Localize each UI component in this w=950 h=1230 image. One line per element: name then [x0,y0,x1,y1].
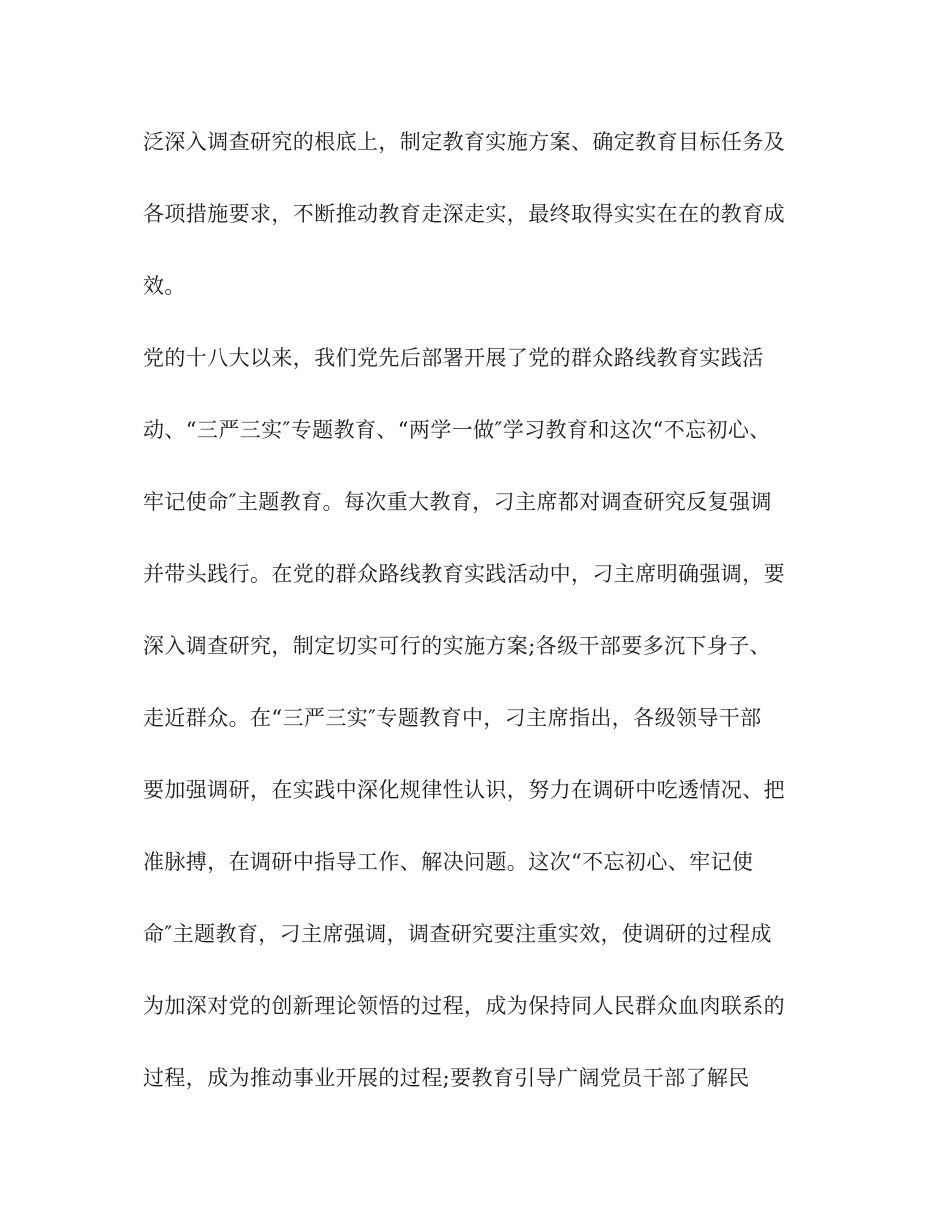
text-line-10: 要加强调研，在实践中深化规律性认识，努力在调研中吃透情况、把 [143,778,785,802]
text-line-5: 动、“三严三实″专题教育、“两学一做″学习教育和这次“不忘初心、 [143,418,771,442]
text-line-6: 牢记使命″主题教育。每次重大教育，刁主席都对调查研究反复强调 [143,490,772,514]
text-line-8: 深入调查研究，制定切实可行的实施方案;各级干部要多沉下身子、 [143,634,772,658]
text-line-4: 党的十八大以来，我们党先后部署开展了党的群众路线教育实践活 [143,346,764,370]
text-line-7: 并带头践行。在党的群众路线教育实践活动中，刁主席明确强调，要 [143,562,785,586]
text-line-14: 过程，成为推动事业开展的过程;要教育引导广阔党员干部了解民 [143,1066,750,1090]
text-line-3: 效。 [143,274,186,298]
text-line-2: 各项措施要求，不断推动教育走深走实，最终取得实实在在的教育成 [143,202,785,226]
text-line-11: 准脉搏，在调研中指导工作、解决问题。这次“不忘初心、牢记使 [143,850,754,874]
text-line-13: 为加深对党的创新理论领悟的过程，成为保持同人民群众血肉联系的 [143,994,785,1018]
text-line-9: 走近群众。在“三严三实″专题教育中，刁主席指出，各级领导干部 [143,706,762,730]
text-line-12: 命″主题教育，刁主席强调，调查研究要注重实效，使调研的过程成 [143,922,772,946]
text-line-1: 泛深入调查研究的根底上，制定教育实施方案、确定教育目标任务及 [143,130,785,154]
